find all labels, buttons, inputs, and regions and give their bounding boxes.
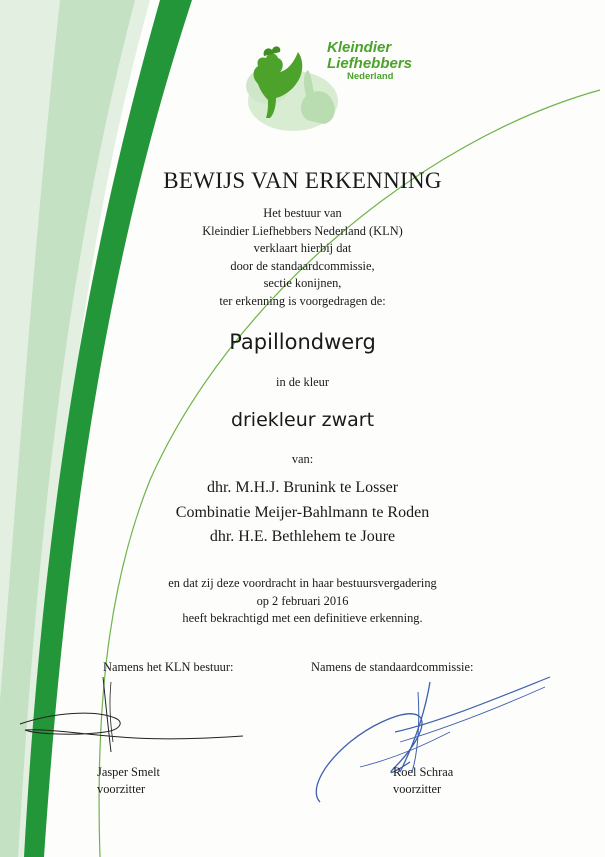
decision-line: op 2 februari 2016 <box>256 593 349 608</box>
logo-line-3: Nederland <box>347 70 394 82</box>
color-intro: in de kleur <box>276 375 329 389</box>
decision-text <box>0 575 605 628</box>
intro-text <box>0 205 605 311</box>
intro-line: ter erkenning is voorgedragen de: <box>219 293 386 308</box>
left-signatory-name: Jasper Smelt <box>97 765 160 779</box>
right-signatory-heading: Namens de standaardcommissie: <box>311 660 474 674</box>
color-name: driekleur zwart <box>230 409 375 431</box>
left-signature-icon <box>15 672 250 762</box>
breeder-item: Combinatie Meijer-Bahlmann te Roden <box>175 503 430 521</box>
intro-line: Het bestuur van <box>263 206 342 220</box>
right-signatory <box>393 764 453 798</box>
breeder-item: dhr. H.E. Bethlehem te Joure <box>209 528 396 545</box>
kln-logo-text <box>327 40 412 81</box>
right-signatory-role: voorzitter <box>393 782 442 796</box>
left-signatory <box>97 764 160 798</box>
breeder-item: dhr. M.H.J. Brunink te Losser <box>206 479 399 496</box>
left-signatory-role: voorzitter <box>97 782 146 796</box>
left-signatory-heading: Namens het KLN bestuur: <box>103 660 234 674</box>
intro-line: Kleindier Liefhebbers Nederland (KLN) <box>202 223 403 238</box>
intro-line: door de standaardcommissie, <box>230 258 375 273</box>
breeders-intro: van: <box>291 452 314 466</box>
decision-line: en dat zij deze voordracht in haar bestuursvergadering <box>168 576 437 590</box>
logo-line-1: Kleindier <box>327 39 392 56</box>
right-signatory-name: Roel Schraa <box>393 765 454 779</box>
certificate-title: BEWIJS VAN ERKENNING <box>163 168 442 193</box>
intro-line: sectie konijnen, <box>263 276 342 291</box>
intro-line: verklaart hierbij dat <box>253 241 352 256</box>
logo-line-2: Liefhebbers <box>327 54 413 72</box>
decision-line: heeft bekrachtigd met een definitieve erkenning. <box>182 611 423 625</box>
breed-name: Papillondwerg <box>229 330 376 354</box>
breeders-list <box>0 476 605 550</box>
